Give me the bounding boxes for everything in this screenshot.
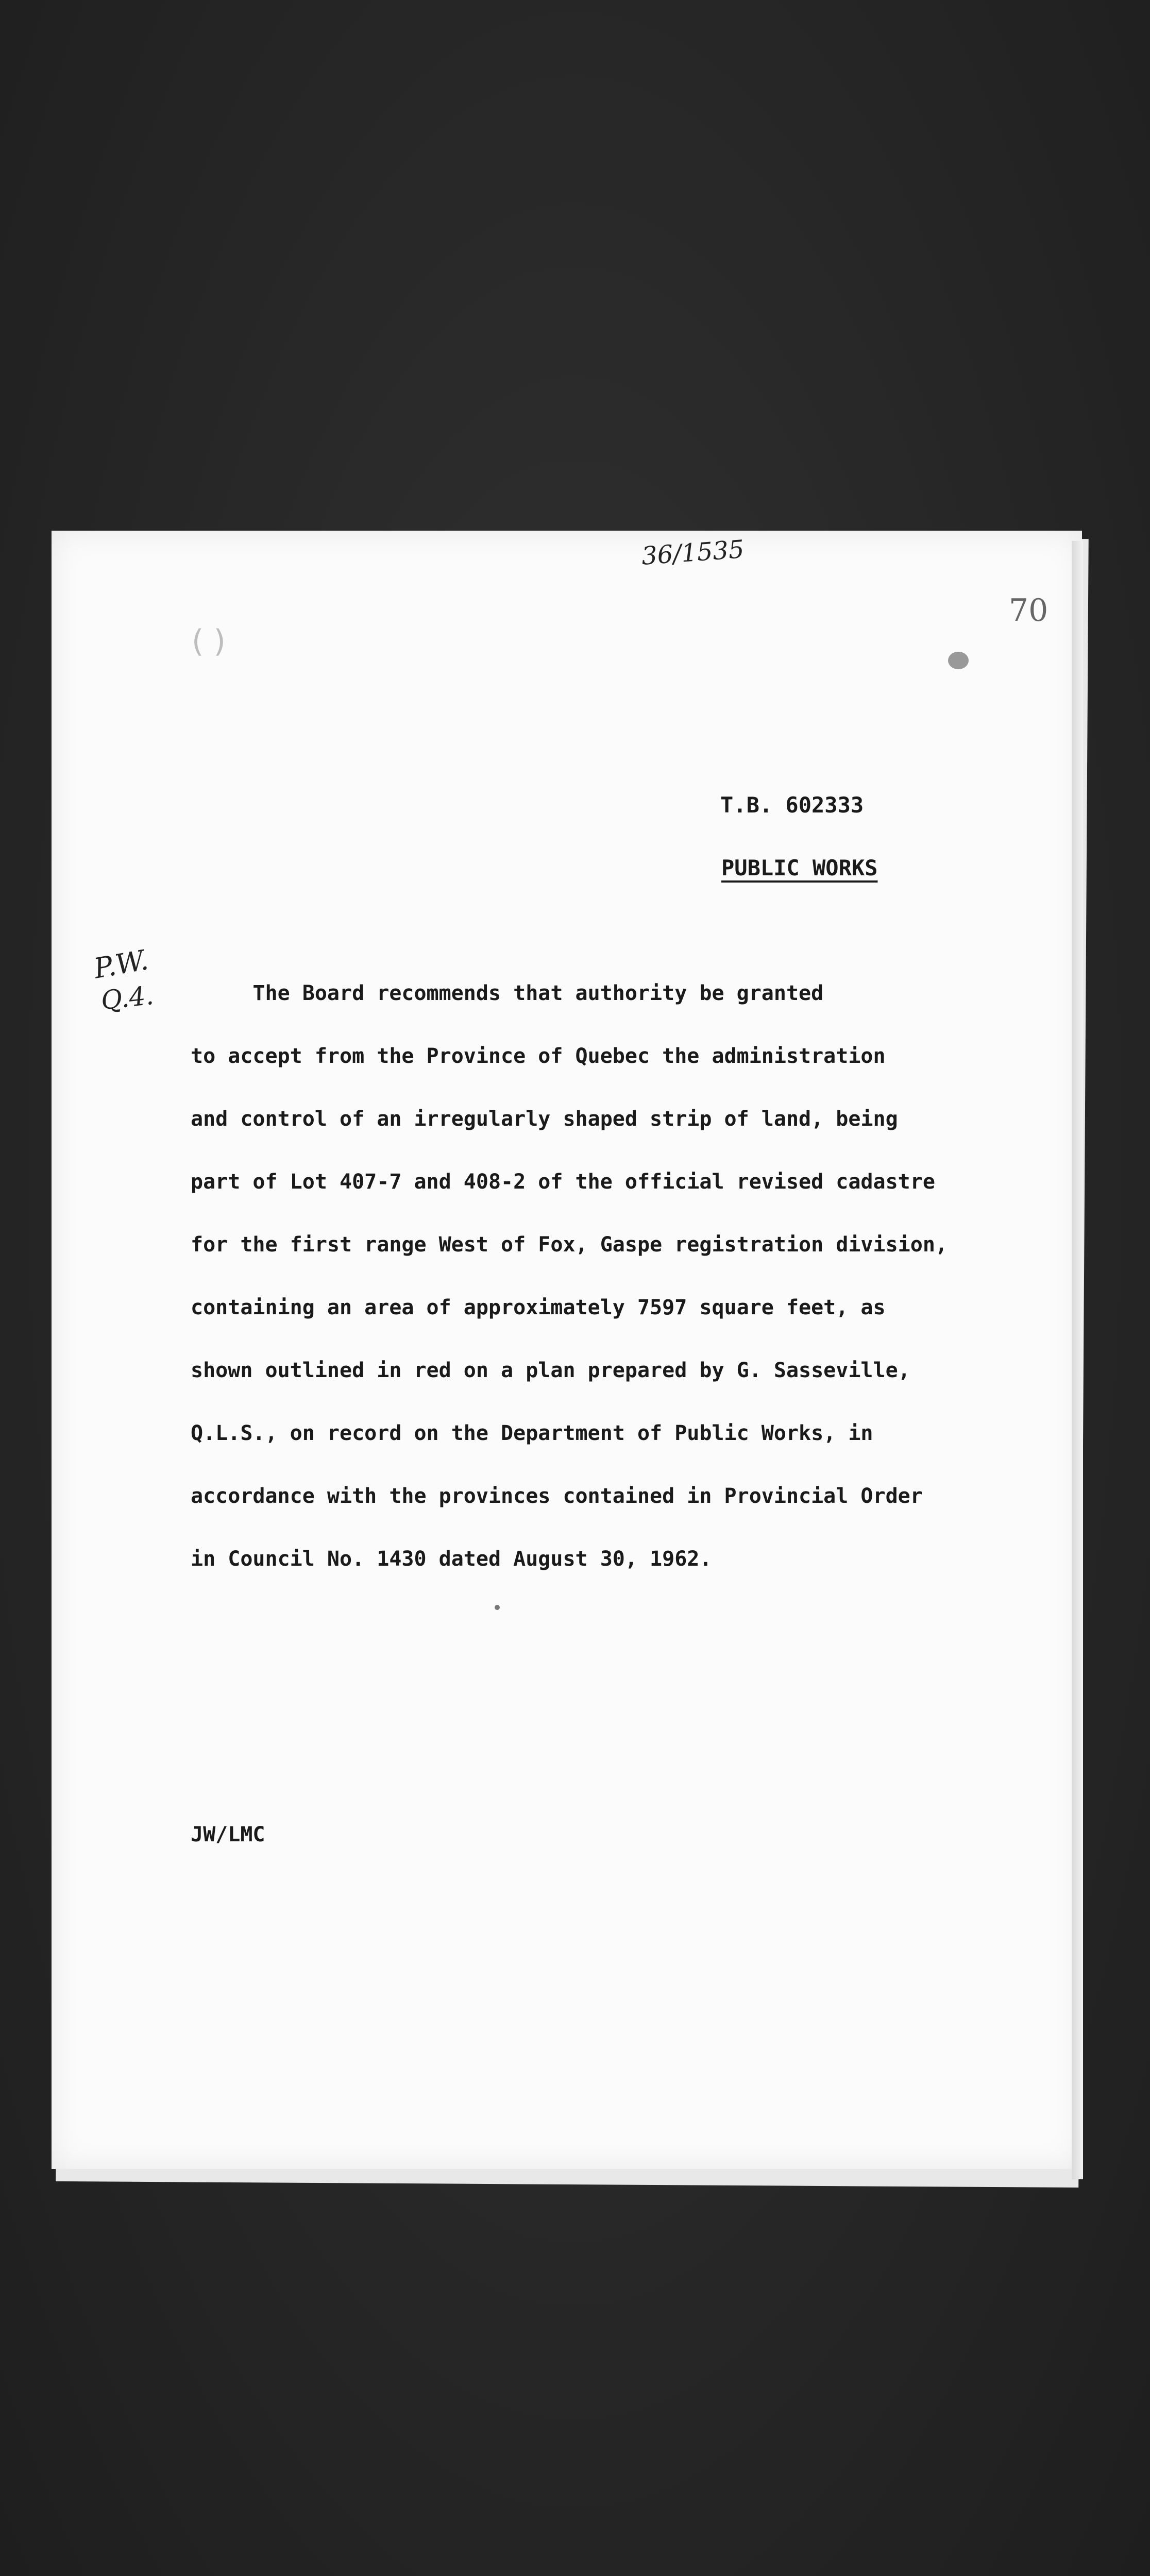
typist-initials: JW/LMC bbox=[191, 1823, 265, 1846]
body-line: for the first range West of Fox, Gaspe registration division, bbox=[191, 1233, 948, 1257]
body-line: Q.L.S., on record on the Department of Public Works, in bbox=[191, 1421, 873, 1445]
body-line: containing an area of approximately 7597 square feet, as bbox=[191, 1296, 886, 1319]
document-page bbox=[52, 531, 1082, 2169]
margin-note-line-1: P.W. bbox=[91, 943, 151, 985]
body-line: accordance with the provinces contained in Provincial Order bbox=[191, 1484, 923, 1508]
margin-note-line-2: Q.4. bbox=[99, 980, 155, 1016]
body-line: part of Lot 407-7 and 408-2 of the official revised cadastre bbox=[191, 1170, 935, 1194]
body-line: in Council No. 1430 dated August 30, 1962. bbox=[191, 1547, 712, 1571]
body-line: shown outlined in red on a plan prepared by G. Sasseville, bbox=[191, 1359, 910, 1382]
body-line: and control of an irregularly shaped strip of land, being bbox=[191, 1107, 898, 1131]
speck-mark bbox=[495, 1605, 500, 1610]
department-title: PUBLIC WORKS bbox=[721, 855, 878, 880]
archive-reference-handwritten: 36/1535 bbox=[640, 535, 746, 571]
page-edge bbox=[1072, 541, 1083, 2179]
punch-hole-mark: ( ) bbox=[192, 623, 226, 659]
tb-number: T.B. 602333 bbox=[720, 792, 864, 818]
page-number-stamp: 70 bbox=[1009, 592, 1048, 629]
body-line: to accept from the Province of Quebec the administration bbox=[191, 1044, 886, 1068]
ink-blot bbox=[948, 652, 969, 669]
body-line: The Board recommends that authority be granted bbox=[191, 981, 824, 1005]
